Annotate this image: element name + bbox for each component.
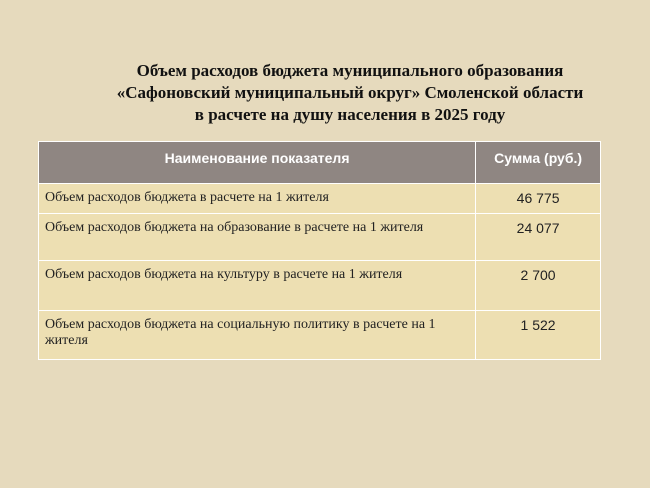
title-line-2: «Сафоновский муниципальный округ» Смоленской области [116, 83, 584, 102]
row-value-cell: 2 700 [476, 261, 601, 311]
row-value-cell: 24 077 [476, 214, 601, 261]
title-line-1: Объем расходов бюджета муниципального образования [136, 61, 564, 80]
expenses-table [38, 141, 601, 360]
row-name-cell: Объем расходов бюджета в расчете на 1 жителя [39, 184, 476, 214]
slide-title [60, 60, 640, 126]
table-row [39, 214, 601, 261]
table-header-row [39, 142, 601, 184]
title-line-3: в расчете на душу населения в 2025 году [194, 105, 506, 124]
table-row [39, 311, 601, 360]
row-name-cell: Объем расходов бюджета на культуру в расчете на 1 жителя [39, 261, 476, 311]
row-name-cell: Объем расходов бюджета на образование в расчете на 1 жителя [39, 214, 476, 261]
table-row [39, 261, 601, 311]
row-name-cell: Объем расходов бюджета на социальную политику в расчете на 1 жителя [39, 311, 476, 360]
table-row [39, 184, 601, 214]
row-value-cell: 1 522 [476, 311, 601, 360]
row-value-cell: 46 775 [476, 184, 601, 214]
column-header-amount: Сумма (руб.) [476, 142, 601, 184]
column-header-indicator: Наименование показателя [39, 142, 476, 184]
